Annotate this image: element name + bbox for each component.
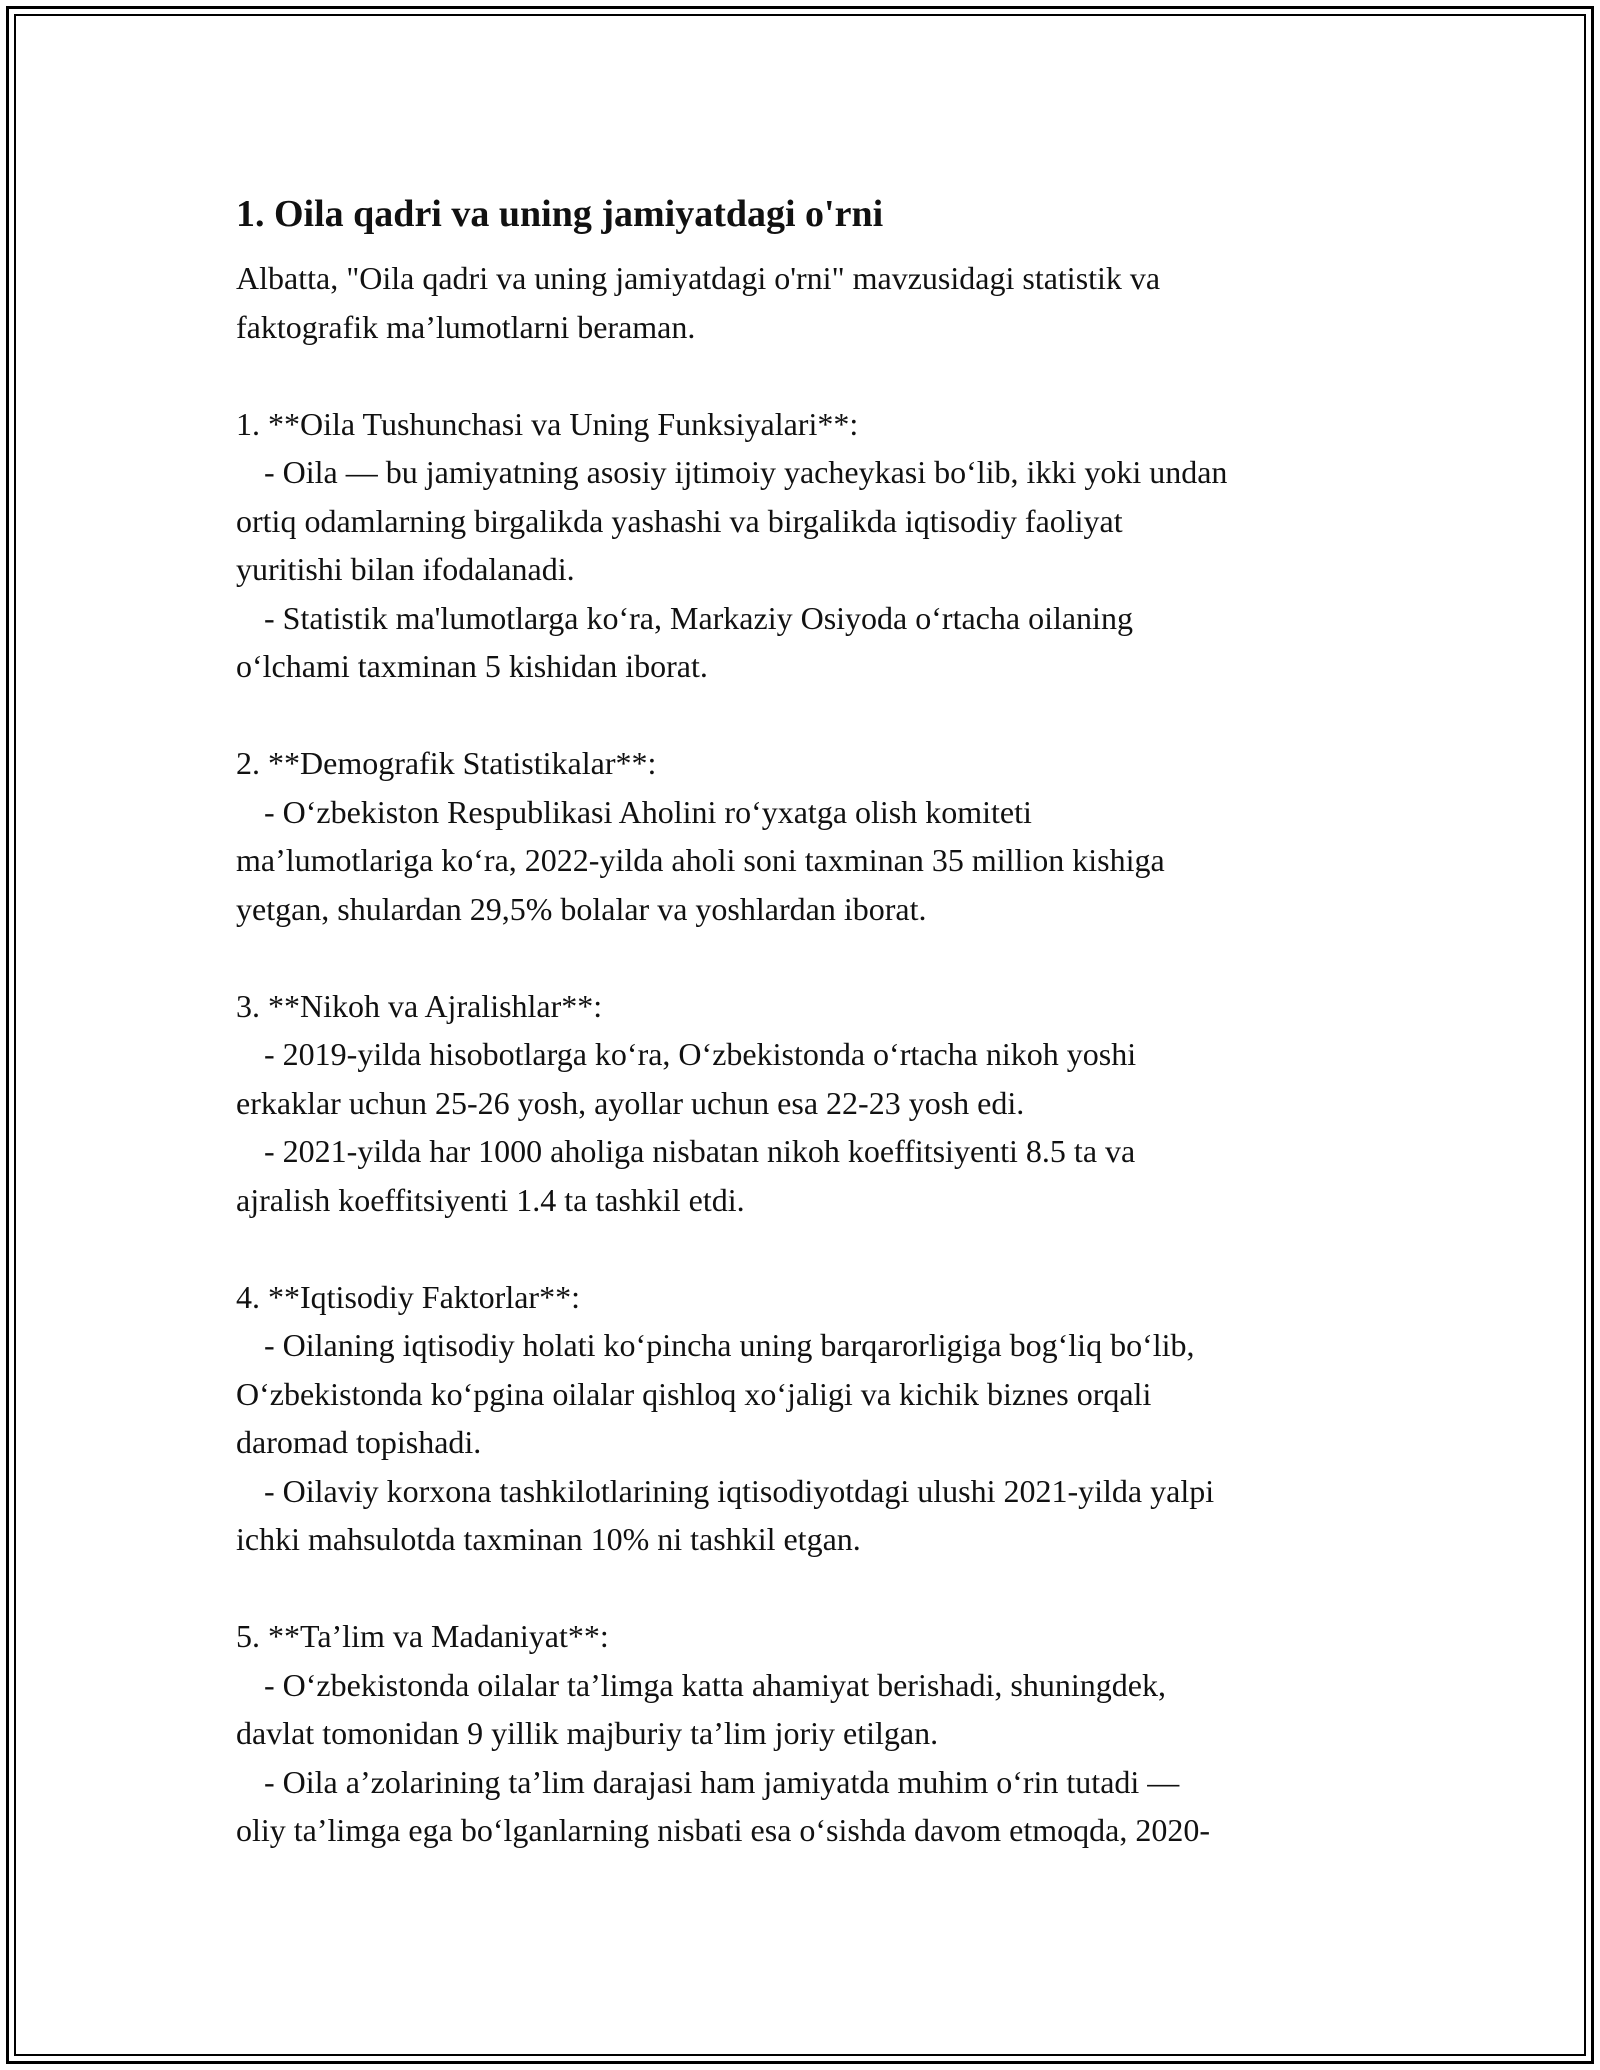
document-page bbox=[236, 186, 1396, 1855]
section-4 bbox=[236, 1273, 1396, 1564]
section-heading: 5. **Ta’lim va Madaniyat**: bbox=[236, 1618, 609, 1654]
intro-paragraph: Albatta, "Oila qadri va uning jamiyatdagi o'rni" mavzusidagi statistik va faktografik ma’lumotlarni beraman. bbox=[236, 260, 1161, 345]
section-item: - Statistik ma'lumotlarga koʻra, Markaziy Osiyoda oʻrtacha oilaning oʻlchami taxminan 5 kishidan iborat. bbox=[236, 599, 1133, 684]
section-2 bbox=[236, 739, 1396, 933]
section-item: - Oʻzbekistonda oilalar ta’limga katta ahamiyat berishadi, shuningdek, davlat tomonidan 9 yillik majburiy ta’lim joriy etilgan. bbox=[236, 1666, 1166, 1751]
section-item: - Oilaning iqtisodiy holati koʻpincha uning barqarorligiga bogʻliq boʻlib, Oʻzbekistonda koʻpgina oilalar qishloq xoʻjaligi va kichik biznes orqali daromad topishadi. bbox=[236, 1327, 1195, 1460]
document-title: 1. Oila qadri va uning jamiyatdagi o'rni bbox=[236, 193, 884, 235]
section-heading: 1. **Oila Tushunchasi va Uning Funksiyalari**: bbox=[236, 405, 859, 442]
section-heading: 2. **Demografik Statistikalar**: bbox=[236, 745, 657, 781]
section-1 bbox=[236, 400, 1396, 691]
section-heading: 4. **Iqtisodiy Faktorlar**: bbox=[236, 1278, 580, 1315]
section-heading: 3. **Nikoh va Ajralishlar**: bbox=[236, 987, 603, 1024]
section-item: - Oila — bu jamiyatning asosiy ijtimoiy yacheykasi boʻlib, ikki yoki undan ortiq odamlarning birgalikda yashashi va birgalikda iqtisodiy faoliyat yuritishi bilan ifodalanadi. bbox=[236, 454, 1228, 587]
section-item: - Oilaviy korxona tashkilotlarining iqtisodiyotdagi ulushi 2021-yilda yalpi ichki mahsulotda taxminan 10% ni tashkil etgan. bbox=[236, 1472, 1215, 1557]
section-3 bbox=[236, 982, 1396, 1225]
section-item: - 2021-yilda har 1000 aholiga nisbatan nikoh koeffitsiyenti 8.5 ta va ajralish koeffitsiyenti 1.4 ta tashkil etdi. bbox=[236, 1133, 1136, 1218]
section-5 bbox=[236, 1612, 1396, 1855]
section-item: - Oʻzbekiston Respublikasi Aholini roʻyxatga olish komiteti ma’lumotlariga koʻra, 2022-yilda aholi soni taxminan 35 million kishiga yetgan, shulardan 29,5% bolalar va yoshlardan iborat. bbox=[236, 793, 1165, 927]
section-item: - 2019-yilda hisobotlarga koʻra, Oʻzbekistonda oʻrtacha nikoh yoshi erkaklar uchun 25-26 yosh, ayollar uchun esa 22-23 yosh edi. bbox=[236, 1036, 1137, 1121]
section-item: - Oila a’zolarining ta’lim darajasi ham jamiyatda muhim oʻrin tutadi — oliy ta’limga ega boʻlganlarning nisbati esa oʻsishda davom etmoqda, 2020- bbox=[236, 1763, 1210, 1848]
